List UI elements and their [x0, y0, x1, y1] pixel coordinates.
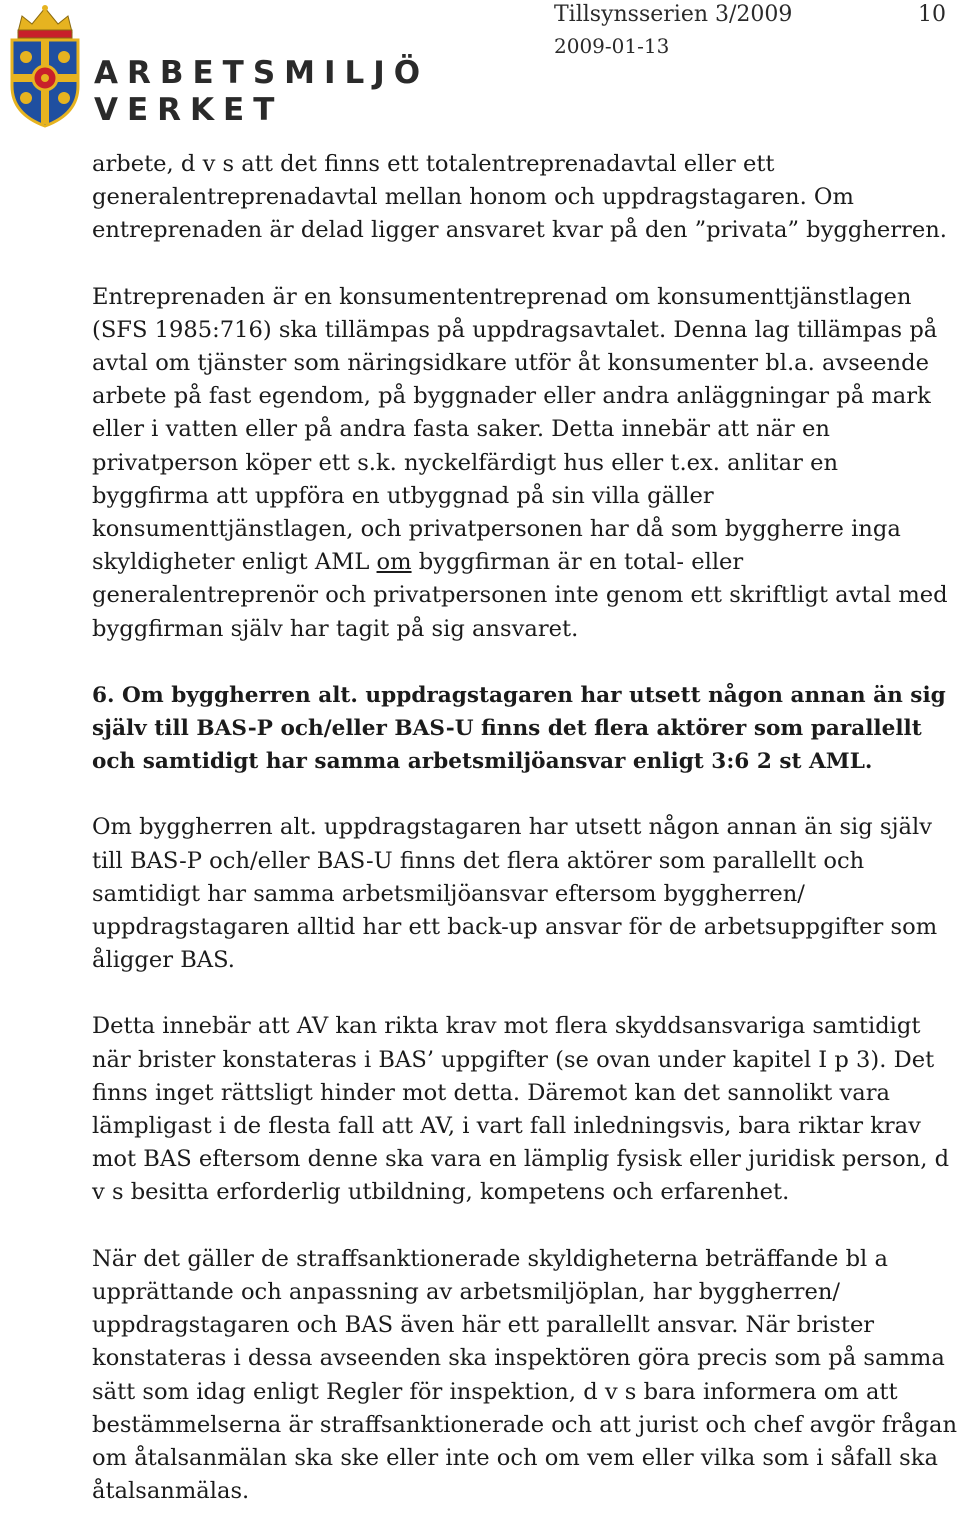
document-body [92, 148, 958, 1508]
paragraph-1: arbete, d v s att det finns ett totalentreprenadavtal eller ett generalentreprenadavtal mellan honom och uppdragstagaren. Om entreprenaden är delad ligger ansvaret kvar på den ”privata” byggherren. [92, 151, 947, 244]
brand-line-1: ARBETSMILJÖ [94, 55, 430, 91]
paragraph-4: Detta innebär att AV kan rikta krav mot flera skyddsansvariga samtidigt när brister konstateras i BAS’ uppgifter (se ovan under kapitel I p 3). Det finns inget rättsligt hinder mot detta. Däremot kan det sannolikt vara lämpligast i de flesta fall att AV, i vart fall inledningsvis, bara riktar krav mot BAS eftersom denne ska vara en lämplig fysisk eller juridisk person, d v s besitta erforderlig utbildning, kompetens och erfarenhet. [92, 1013, 950, 1206]
brand-wordmark [94, 55, 430, 128]
coat-of-arms-logo-icon [2, 2, 88, 130]
page-header [0, 0, 960, 140]
paragraph-3: Om byggherren alt. uppdragstagaren har utsett någon annan än sig själv till BAS-P och/eller BAS-U finns det flera aktörer som parallellt och samtidigt har samma arbetsmiljöansvar eftersom byggherren/ uppdragstagaren alltid har ett back-up ansvar för de arbetsuppgifter som åligger BAS. [92, 814, 938, 974]
series-title: Tillsynsserien 3/2009 [554, 2, 793, 27]
paragraph-2 [92, 281, 958, 646]
underlined-om: om [376, 549, 412, 576]
brand-line-2: VERKET [94, 92, 284, 128]
section-6-heading: 6. Om byggherren alt. uppdragstagaren har utsett någon annan än sig själv till BAS-P och/eller BAS-U finns det flera aktörer som parallellt och samtidigt har samma arbetsmiljöansvar enligt 3:6 2 st AML. [92, 682, 946, 775]
document-date: 2009-01-13 [554, 34, 670, 58]
paragraph-5: När det gäller de straffsanktionerade skyldigheterna beträffande bl a upprättande och anpassning av arbetsmiljöplan, har byggherren/ uppdragstagaren och BAS även här ett parallellt ansvar. När brister konstateras i dessa avseenden ska inspektören göra precis som på samma sätt som idag enligt Regler för inspektion, d v s bara informera om att bestämmelserna är straffsanktionerade och att jurist och chef avgör frågan om åtalsanmälan ska ske eller inte och om vem eller vilka som i såfall ska åtalsanmälas. [92, 1245, 958, 1505]
page-number: 10 [918, 2, 946, 27]
paragraph-2-text-b: byggfirman är en total- eller generalentreprenör och privatpersonen inte genom ett skriftligt avtal med byggfirman själv har tagit på sig ansvaret. [92, 549, 948, 642]
paragraph-2-text-a: Entreprenaden är en konsumententreprenad om konsumenttjänstlagen (SFS 1985:716) ska tillämpas på uppdragsavtalet. Denna lag tillämpas på avtal om tjänster som näringsidkare utför åt konsumenter bl.a. avseende arbete på fast egendom, på byggnader eller andra anläggningar på mark eller i vatten eller på andra fasta saker. Detta innebär att när en privatperson köper ett s.k. nyckelfärdigt hus eller t.ex. anlitar en byggfirma att uppföra en utbyggnad på sin villa gäller konsumenttjänstlagen, och privatpersonen har då som byggherre inga skyldigheter enligt AML [92, 283, 938, 576]
